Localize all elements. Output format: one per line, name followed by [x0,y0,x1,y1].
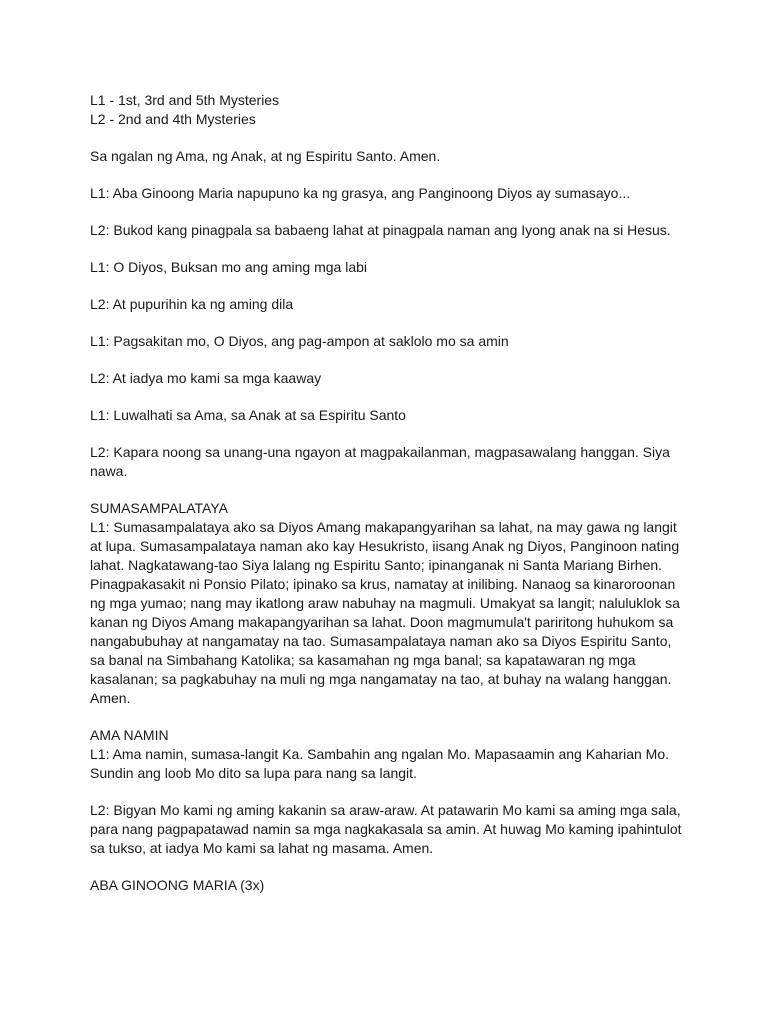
creed-line: kasalanan; sa pagkabuhay na muli ng mga nangamatay na tao, at buhay na walang hanggan. [90,671,672,687]
creed-line: L1: Sumasampalataya ako sa Diyos Amang makapangyarihan sa lahat, na may gawa ng langit [90,519,677,535]
creed-line: ng mga yumao; nang may ikatlong araw nabuhay na magmuli. Umakyat sa langit; naluluklok sa [90,595,680,611]
hail-mary-heading: ABA GINOONG MARIA (3x) [90,877,265,893]
our-father-l1-line: Sundin ang loob Mo dito sa lupa para nang sa langit. [90,765,417,781]
legend-l1: L1 - 1st, 3rd and 5th Mysteries [90,92,280,108]
document-page [90,91,680,895]
our-father-l2-line: sa tukso, at iadya Mo kami sa lahat ng masama. Amen. [90,840,434,856]
response-line: L1: O Diyos, Buksan mo ang aming mga labi [90,259,368,275]
our-father-heading: AMA NAMIN [90,727,169,743]
response-line: L2: At pupurihin ka ng aming dila [90,296,294,312]
creed-heading: SUMASAMPALATAYA [90,500,228,516]
creed-line: at lupa. Sumasampalataya naman ako kay Hesukristo, iisang Anak ng Diyos, Panginoon nating [90,538,680,554]
response-line: L2: At iadya mo kami sa mga kaaway [90,370,322,386]
response-line: L1: Pagsakitan mo, O Diyos, ang pag-ampon at saklolo mo sa amin [90,333,509,349]
our-father-l2-line: para nang pagpapatawad namin sa mga nagkakasala sa amin. At huwag Mo kaming ipahintulot [90,821,682,837]
our-father-l1-line: L1: Ama namin, sumasa-langit Ka. Sambahin ang ngalan Mo. Mapasaamin ang Kaharian Mo. [90,746,670,762]
creed-line: Amen. [90,690,131,706]
creed-line: nangabubuhay at nangamatay na tao. Sumasampalataya naman ako sa Diyos Espiritu Santo, [90,633,672,649]
creed-line: lahat. Nagkatawang-tao Siya lalang ng Espiritu Santo; ipinanganak ni Santa Mariang Birhen. [90,557,663,573]
response-line: L2: Bukod kang pinagpala sa babaeng lahat at pinagpala naman ang Iyong anak na si Hesus. [90,222,671,238]
creed-line: Pinagpakasakit ni Ponsio Pilato; ipinako sa krus, namatay at inilibing. Nanaog sa kinaroroonan [90,576,676,592]
our-father-l2-line: L2: Bigyan Mo kami ng aming kakanin sa araw-araw. At patawarin Mo kami sa aming mga sala, [90,802,681,818]
creed-line: sa banal na Simbahang Katolika; sa kasamahan ng mga banal; sa kapatawaran ng mga [90,652,636,668]
response-line: L1: Luwalhati sa Ama, sa Anak at sa Espiritu Santo [90,407,406,423]
legend-l2: L2 - 2nd and 4th Mysteries [90,111,256,127]
glory-response-line: nawa. [90,463,128,479]
response-line: L1: Aba Ginoong Maria napupuno ka ng grasya, ang Panginoong Diyos ay sumasayo... [90,185,631,201]
glory-response-line: L2: Kapara noong sa unang-una ngayon at magpakailanman, magpasawalang hanggan. Siya [90,444,670,460]
creed-line: kanan ng Diyos Amang makapangyarihan sa lahat. Doon magmumula't pariritong huhukom sa [90,614,674,630]
opening-sign-of-cross: Sa ngalan ng Ama, ng Anak, at ng Espiritu Santo. Amen. [90,148,441,164]
